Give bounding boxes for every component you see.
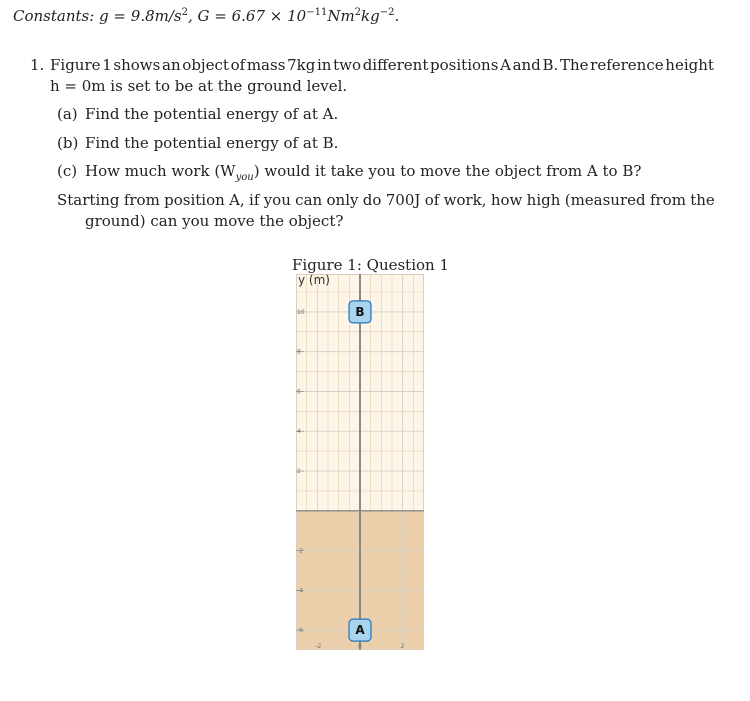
- graph-svg: [296, 274, 424, 650]
- part-d-line-1-word: if: [249, 191, 260, 209]
- part-d-line-1-word: work,: [443, 191, 487, 209]
- part-d: [57, 190, 715, 232]
- y-tick-label: 10: [297, 308, 305, 316]
- part-d-line-1-word: (measured: [564, 191, 646, 209]
- constants-label: Constants:: [13, 7, 95, 25]
- nm-exponent: 2: [354, 7, 362, 18]
- part-d-line-1-word: A,: [229, 191, 245, 209]
- y-tick-label: -2: [297, 547, 303, 555]
- y-tick-label: 4: [297, 428, 301, 436]
- question-line-1-word: in: [316, 56, 332, 74]
- part-d-line-1-word: from: [123, 191, 160, 209]
- part-d-line-1-word: 700J: [385, 191, 421, 209]
- part-d-line-1-word: from: [649, 191, 686, 209]
- part-d-line-1-word: high: [526, 191, 561, 209]
- part-b-label: (b): [57, 134, 79, 152]
- y-tick-label: -6: [297, 627, 303, 635]
- part-d-line-2: ground) can you move the object?: [85, 212, 344, 230]
- question-line-1-word: two: [333, 56, 362, 74]
- question-line-1-word: The: [559, 56, 589, 74]
- part-b: [57, 133, 338, 154]
- constants-period: .: [394, 7, 400, 25]
- position-graph: [296, 274, 424, 650]
- question-line-1-word: reference: [590, 56, 664, 74]
- part-a: [57, 104, 338, 125]
- point-label-b: B: [355, 304, 365, 319]
- question-line-1-word: different: [362, 56, 429, 74]
- part-c-subscript: you: [235, 172, 254, 183]
- grav-constant-value: , G = 6.67 × 10: [187, 7, 307, 25]
- point-label-a: A: [355, 623, 365, 638]
- part-d-line-1-word: the: [690, 191, 715, 209]
- gravity-exponent: 2: [181, 7, 188, 18]
- question-line-1-word: object: [182, 56, 229, 74]
- question-line-1-word: shows: [113, 56, 161, 74]
- question-text-line-2: h = 0m is set to be at the ground level.: [50, 77, 348, 95]
- question-number: 1.: [30, 56, 45, 74]
- grav-constant-unit-nm: Nm: [327, 7, 355, 25]
- part-a-text: Find the potential energy of at A.: [85, 105, 339, 123]
- x-tick-label: 0: [358, 643, 362, 650]
- x-tick-label: -2: [315, 643, 322, 650]
- part-d-line-1-word: you: [263, 191, 291, 209]
- figure-caption: Figure 1: Question 1: [292, 256, 450, 274]
- question-line-1-word: B.: [542, 56, 559, 74]
- question-line-1-word: mass: [246, 56, 286, 74]
- y-tick-label: 2: [297, 468, 301, 475]
- part-d-line-1: [57, 190, 715, 211]
- part-d-line-1-word: do: [362, 191, 382, 209]
- part-c: [57, 161, 641, 182]
- part-d-line-1-word: of: [424, 191, 440, 209]
- x-tick-label: 2: [400, 643, 405, 650]
- part-d-line-1-word: how: [490, 191, 523, 209]
- part-c-text-start: How much work (W: [85, 162, 236, 180]
- y-tick-label: 6: [297, 388, 301, 396]
- grav-constant-unit-kg: kg: [361, 7, 380, 25]
- question-line-1-word: positions: [430, 56, 499, 74]
- question-line-1-word: Figure: [50, 56, 101, 74]
- gravity-value: g = 9.8m/s: [99, 7, 182, 25]
- part-a-label: (a): [57, 105, 78, 123]
- y-tick-label: 8: [297, 348, 301, 356]
- question-line-1-word: A: [500, 56, 511, 74]
- question-line-1-word: 7kg: [287, 56, 316, 74]
- part-b-text: Find the potential energy of at B.: [85, 134, 339, 152]
- part-c-label: (c): [57, 162, 78, 180]
- part-d-line-1-word: only: [326, 191, 359, 209]
- question-line-1-word: and: [512, 56, 541, 74]
- grav-constant-exponent: −11: [306, 7, 328, 18]
- question-line-1-word: of: [230, 56, 246, 74]
- part-d-line-1-word: Starting: [57, 191, 120, 209]
- kg-exponent: −2: [379, 7, 395, 18]
- question-line-1-word: an: [162, 56, 181, 74]
- constants-line: [13, 7, 399, 25]
- question-text-line-1: [50, 55, 714, 76]
- y-axis-title: y (m): [298, 274, 330, 287]
- question-line-1-word: 1: [102, 56, 112, 74]
- y-tick-label: -4: [297, 587, 303, 595]
- part-d-line-1-word: position: [164, 191, 225, 209]
- part-d-line-1-word: can: [295, 191, 323, 209]
- question-line-1-word: height: [665, 56, 714, 74]
- part-c-text-end: ) would it take you to move the object from A to B?: [253, 162, 642, 180]
